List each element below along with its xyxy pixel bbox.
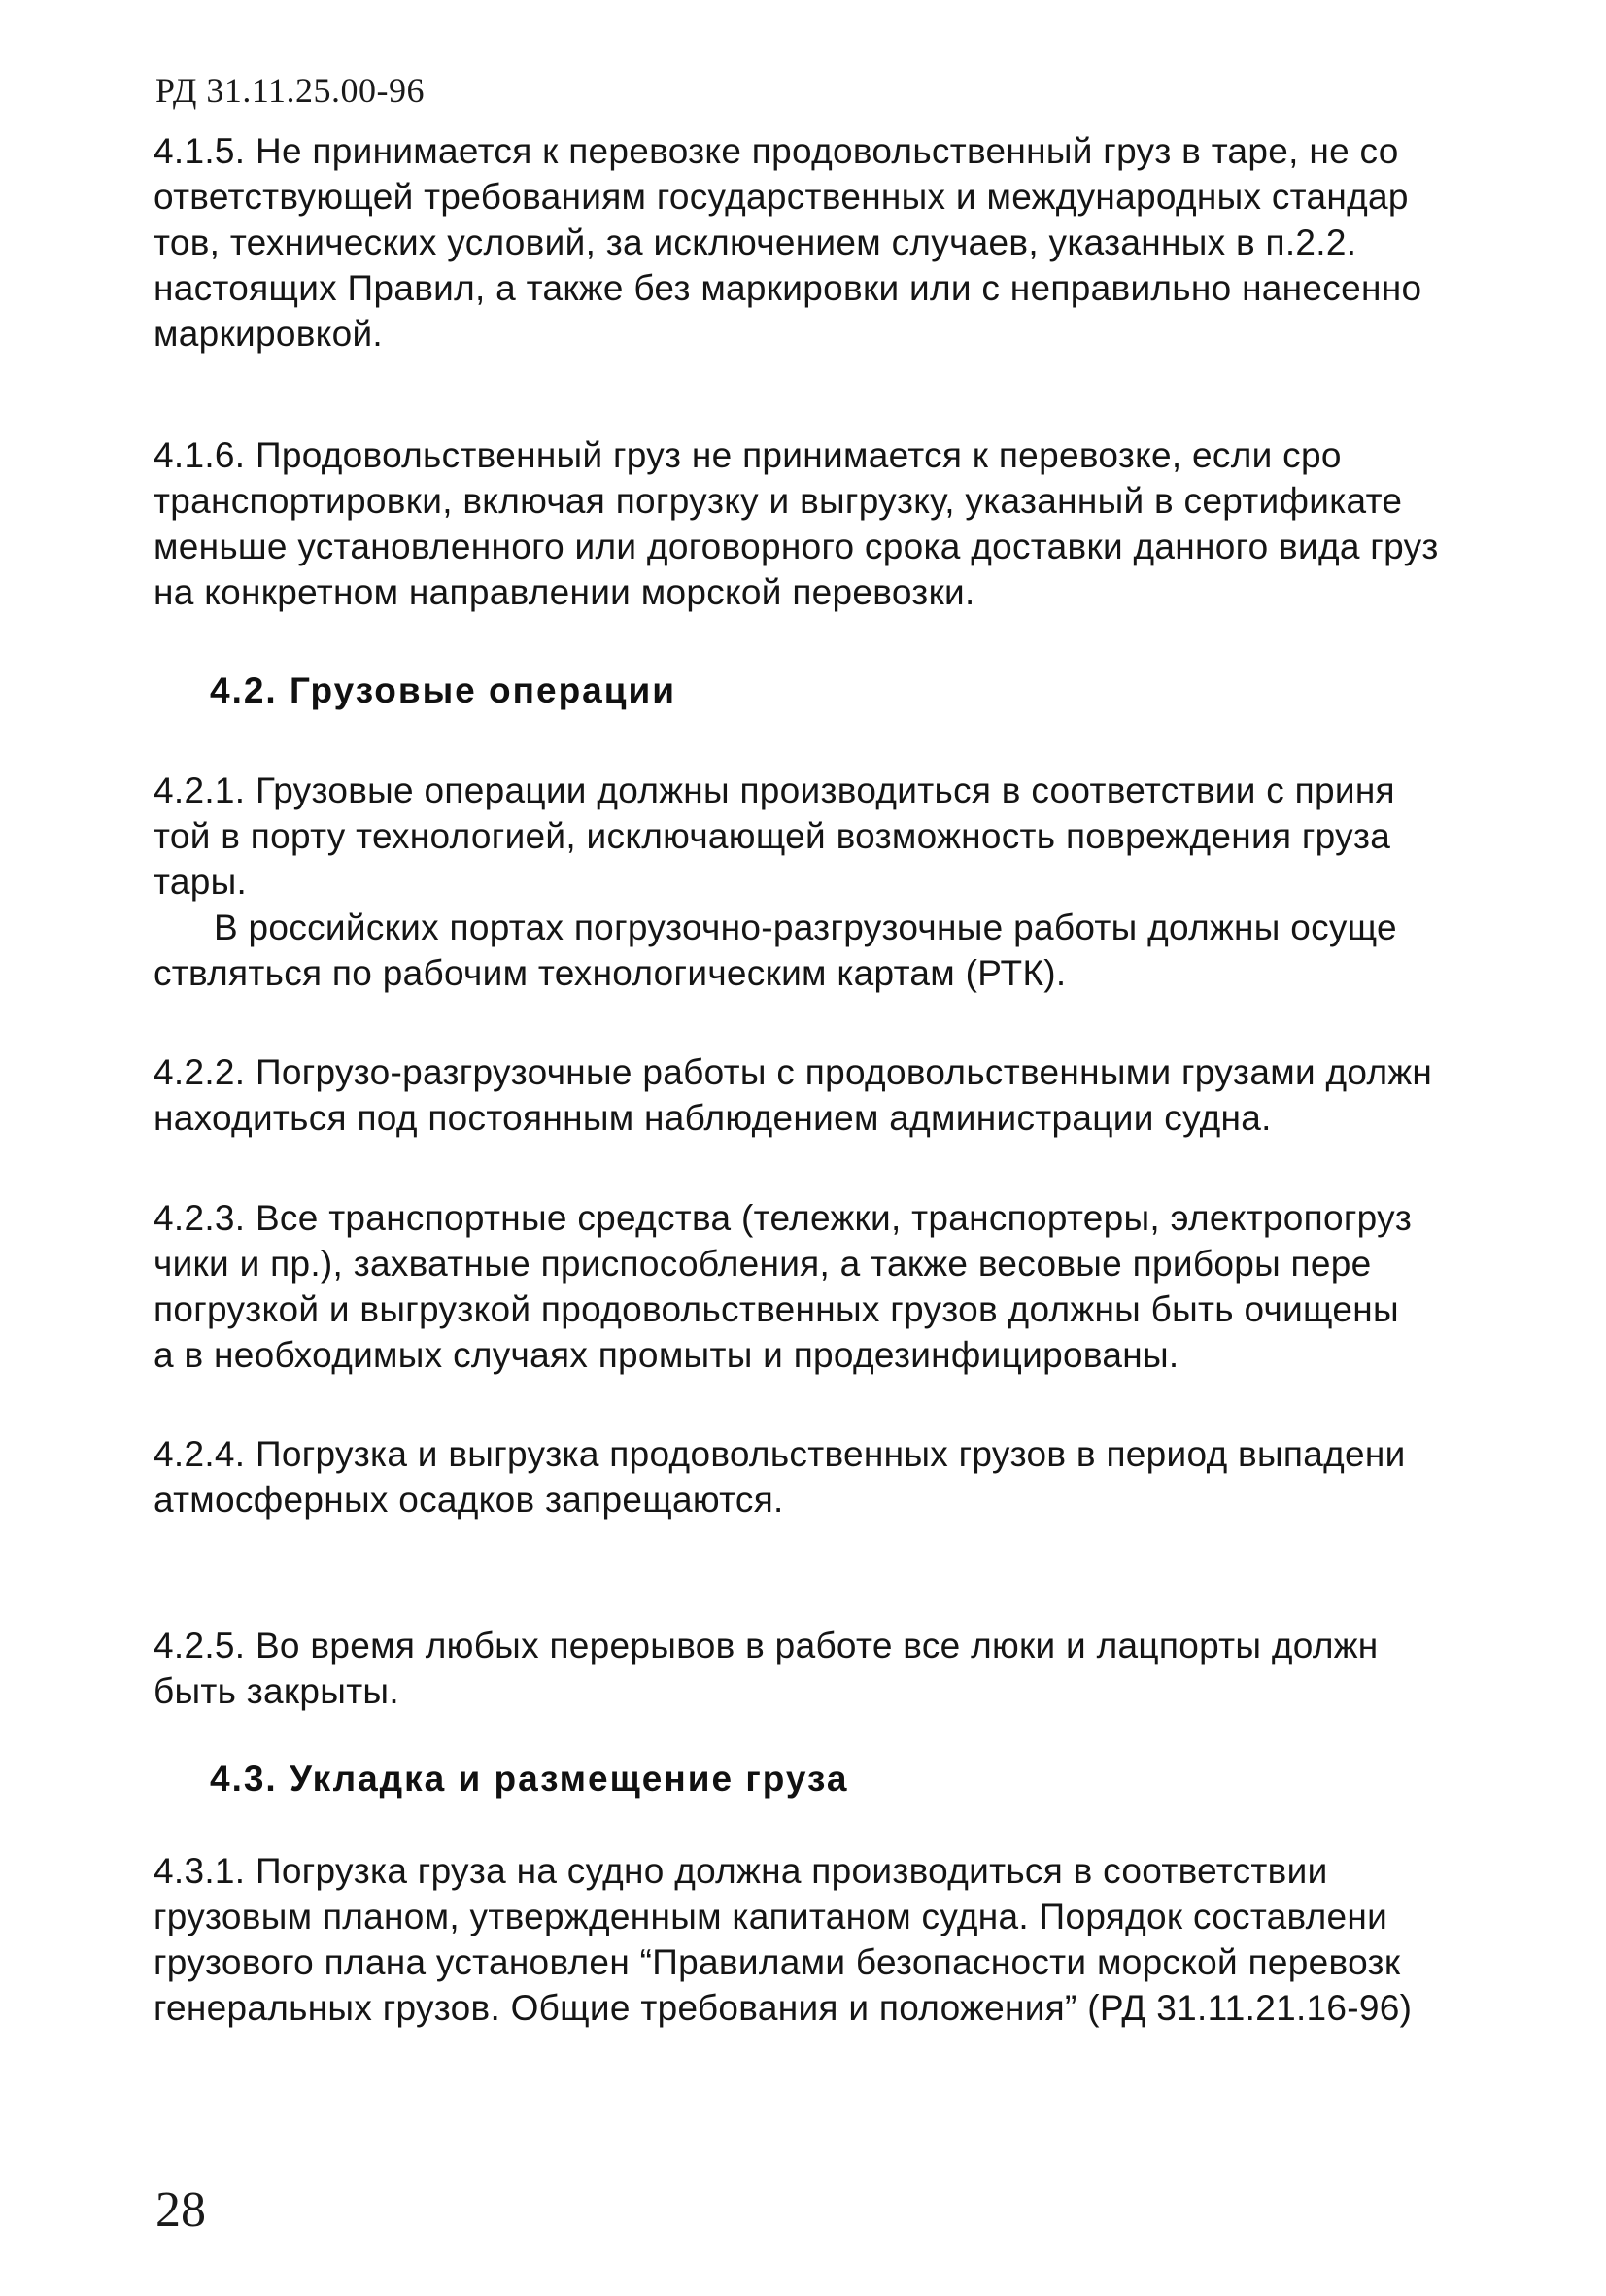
- paragraph-line: 4.2.4. Погрузка и выгрузка продовольственных грузов в период выпадени: [154, 1434, 1406, 1474]
- section-heading-4-3: 4.3. Укладка и размещение груза: [210, 1759, 849, 1799]
- paragraph-line: В российских портах погрузочно-разгрузочные работы должны осуще: [214, 908, 1397, 947]
- paragraph-line: атмосферных осадков запрещаются.: [154, 1480, 784, 1520]
- paragraph-line: 4.1.6. Продовольственный груз не принимается к перевозке, если сро: [154, 435, 1342, 475]
- page-number: 28: [155, 2182, 206, 2238]
- section-heading-4-2: 4.2. Грузовые операции: [210, 670, 676, 710]
- paragraph-line: быть закрыты.: [154, 1671, 399, 1711]
- paragraph-line: 4.2.2. Погрузо-разгрузочные работы с продовольственными грузами должн: [154, 1052, 1433, 1092]
- paragraph-line: тары.: [154, 862, 248, 902]
- document-code: РД 31.11.25.00-96: [155, 71, 426, 110]
- paragraph-4-1-6: [154, 432, 1582, 615]
- paragraph-line: 4.2.5. Во время любых перерывов в работе все люки и лацпорты должн: [154, 1626, 1379, 1665]
- paragraph-line: грузовым планом, утвержденным капитаном судна. Порядок составлени: [154, 1897, 1388, 1936]
- paragraph-line: настоящих Правил, а также без маркировки или с неправильно нанесенно: [154, 268, 1422, 308]
- paragraph-4-2-5: [154, 1623, 1582, 1714]
- paragraph-4-3-1: [154, 1848, 1582, 2031]
- paragraph-line: тов, технических условий, за исключением случаев, указанных в п.2.2.: [154, 223, 1357, 262]
- paragraph-line: 4.2.1. Грузовые операции должны производиться в соответствии с приня: [154, 771, 1395, 810]
- paragraph-line: ствляться по рабочим технологическим картам (РТК).: [154, 953, 1067, 993]
- paragraph-line: маркировкой.: [154, 314, 383, 354]
- paragraph-4-1-5: [154, 128, 1582, 357]
- paragraph-line: той в порту технологией, исключающей возможность повреждения груза: [154, 816, 1391, 856]
- paragraph-line: 4.3.1. Погрузка груза на судно должна производиться в соответствии: [154, 1851, 1328, 1891]
- paragraph-line: 4.2.3. Все транспортные средства (тележки, транспортеры, электропогруз: [154, 1198, 1413, 1238]
- paragraph-line: а в необходимых случаях промыты и продезинфицированы.: [154, 1335, 1179, 1375]
- paragraph-line: транспортировки, включая погрузку и выгрузку, указанный в сертификате: [154, 481, 1403, 521]
- paragraph-line: меньше установленного или договорного срока доставки данного вида груз: [154, 527, 1439, 566]
- paragraph-line: 4.1.5. Не принимается к перевозке продовольственный груз в таре, не со: [154, 131, 1399, 171]
- paragraph-line: генеральных грузов. Общие требования и положения” (РД 31.11.21.16-96): [154, 1988, 1413, 2028]
- paragraph-4-2-3: [154, 1195, 1582, 1378]
- paragraph-4-2-2: [154, 1049, 1582, 1141]
- paragraph-line: погрузкой и выгрузкой продовольственных грузов должны быть очищены: [154, 1289, 1399, 1329]
- paragraph-line: грузового плана установлен “Правилами безопасности морской перевозк: [154, 1942, 1401, 1982]
- paragraph-line: ответствующей требованиям государственных и международных стандар: [154, 177, 1409, 217]
- paragraph-4-2-1: [154, 768, 1582, 996]
- paragraph-line: на конкретном направлении морской перевозки.: [154, 572, 975, 612]
- paragraph-4-2-4: [154, 1431, 1582, 1523]
- paragraph-line: чики и пр.), захватные приспособления, а также весовые приборы пере: [154, 1244, 1372, 1284]
- paragraph-line: находиться под постоянным наблюдением администрации судна.: [154, 1098, 1272, 1138]
